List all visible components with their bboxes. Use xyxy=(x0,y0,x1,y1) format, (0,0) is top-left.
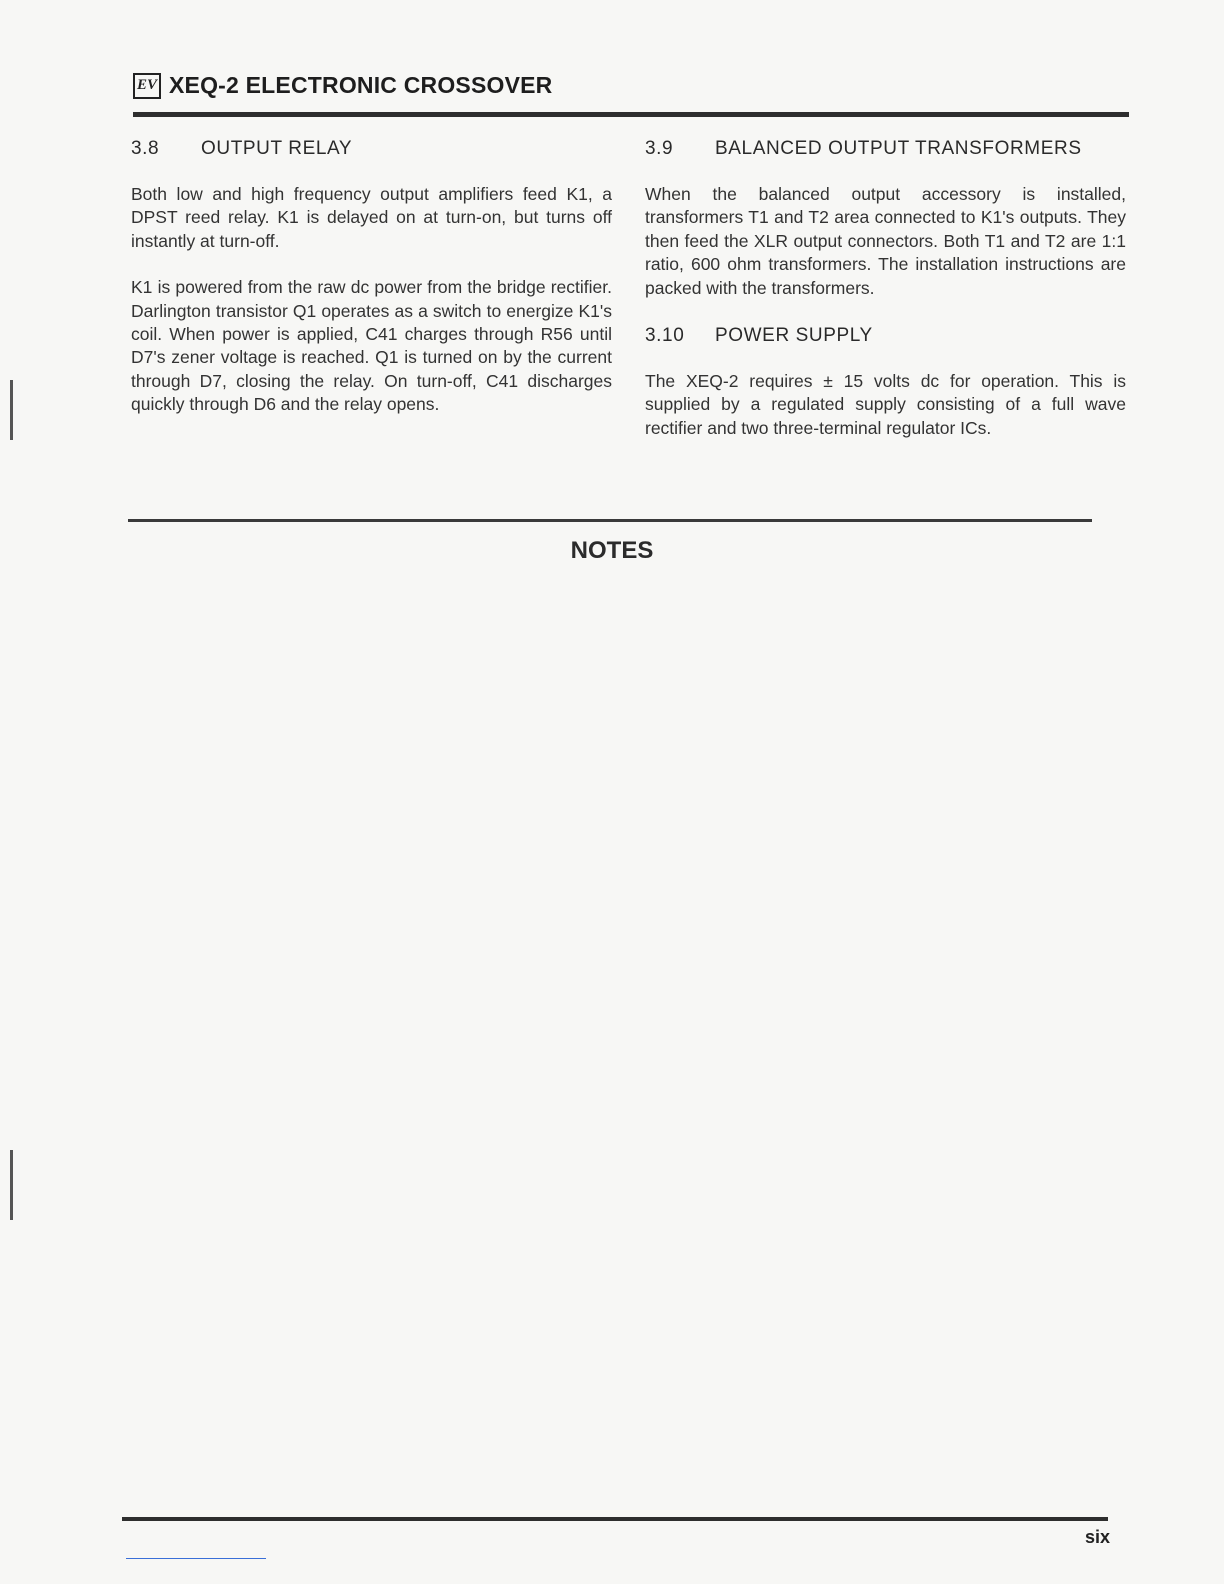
page-number: six xyxy=(1085,1527,1111,1547)
binding-mark xyxy=(10,380,13,440)
section-heading-power-supply xyxy=(645,323,1126,349)
ev-logo: EV xyxy=(133,73,161,99)
section-title: POWER SUPPLY xyxy=(715,325,873,347)
section-number: 3.8 xyxy=(131,138,160,159)
header-rule xyxy=(133,112,1129,117)
section-divider xyxy=(128,519,1092,522)
footer-rule xyxy=(122,1517,1108,1521)
paragraph: K1 is powered from the raw dc power from the bridge rectifier. Darlington transistor Q1 operates as a switch to energize K1's coil. When power is applied, C41 charges through R56 until D7's zener voltage is reached. Q1 is turned on by the current through D7, closing the relay. On turn-off, C41 discharges quickly through D6 and the relay opens. xyxy=(131,277,612,415)
right-column xyxy=(645,136,1126,463)
section-title: OUTPUT RELAY xyxy=(201,138,353,159)
document-title: XEQ-2 ELECTRONIC CROSSOVER xyxy=(169,72,553,98)
paragraph: When the balanced output accessory is installed, transformers T1 and T2 area connected to K1's outputs. They then feed the XLR output connectors. Both T1 and T2 are 1:1 ratio, 600 ohm transformers. The installation instructions are packed with the transformers. xyxy=(645,184,1126,298)
notes-heading: NOTES xyxy=(570,537,654,564)
section-heading-balanced-output xyxy=(645,136,1126,162)
binding-mark xyxy=(10,1150,13,1220)
left-column xyxy=(131,136,612,440)
paragraph: Both low and high frequency output amplifiers feed K1, a DPST reed relay. K1 is delayed on at turn-on, but turns off instantly at turn-off. xyxy=(131,184,612,251)
section-number: 3.10 xyxy=(645,325,685,347)
paragraph: The XEQ-2 requires ± 15 volts dc for operation. This is supplied by a regulated supply consisting of a full wave rectifier and two three-terminal regulator ICs. xyxy=(645,371,1126,438)
page-header xyxy=(133,72,552,99)
section-title: BALANCED OUTPUT TRANSFORMERS xyxy=(715,138,1082,159)
section-heading-output-relay xyxy=(131,136,612,162)
scan-artifact-line xyxy=(126,1558,266,1559)
section-number: 3.9 xyxy=(645,138,674,159)
